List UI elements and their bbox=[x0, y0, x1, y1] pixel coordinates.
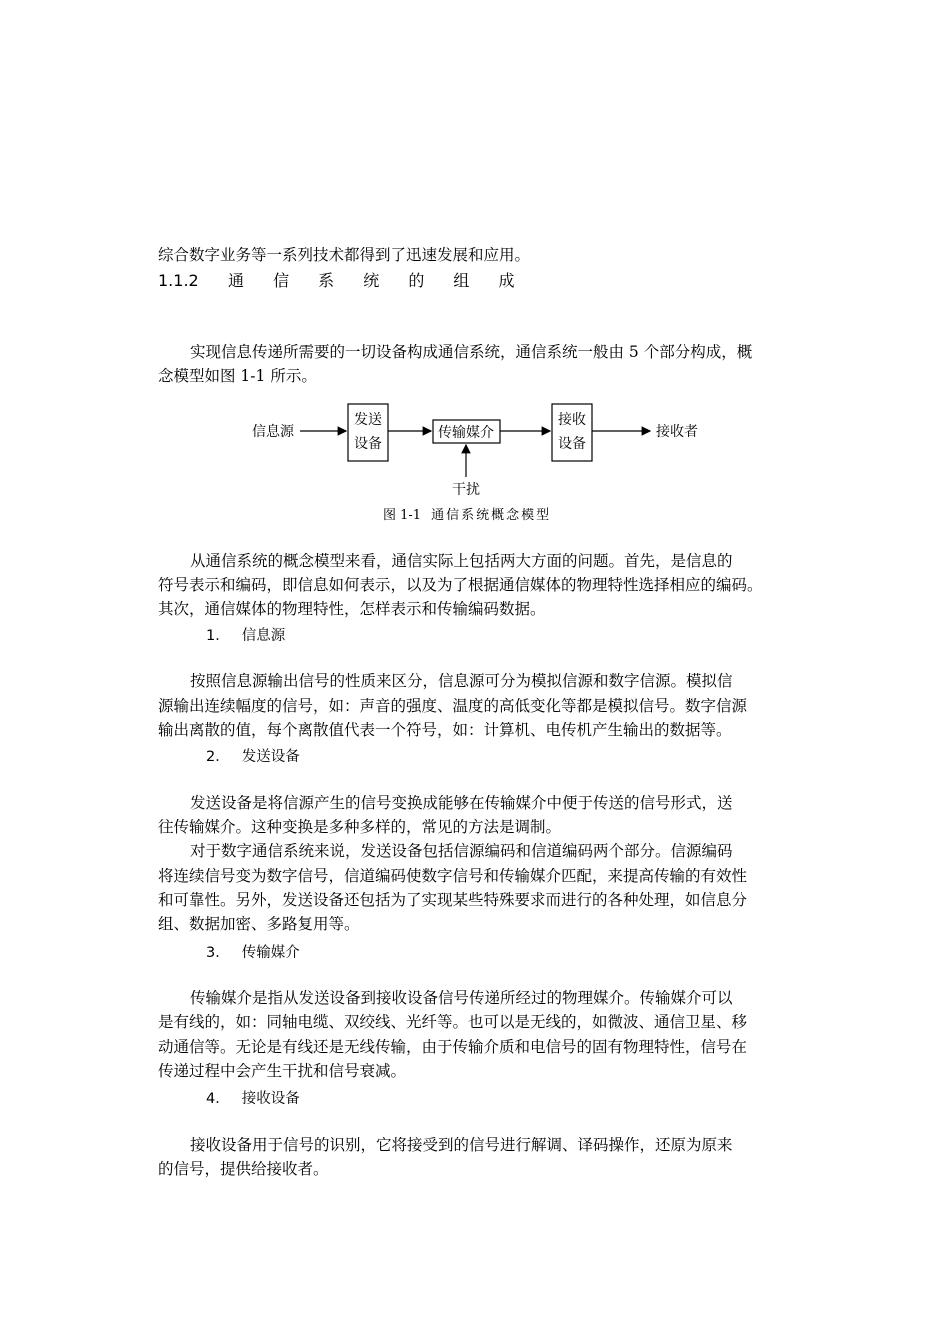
heading-number: 4． bbox=[206, 1091, 230, 1107]
heading-title: 信息源 bbox=[241, 628, 286, 644]
section-heading bbox=[158, 268, 527, 291]
medium-line-2: 是有线的，如：同轴电缆、双绞线、光纤等。也可以是无线的，如微波、通信卫星、移 bbox=[158, 1013, 748, 1031]
section-number: 1.1.2 bbox=[158, 271, 199, 290]
source-line-3: 输出离散的值，每个离散值代表一个符号，如：计算机、电传机产生输出的数据等。 bbox=[158, 721, 732, 739]
source-label: 信息源 bbox=[252, 424, 294, 440]
receiver-line-2: 的信号，提供给接收者。 bbox=[158, 1160, 329, 1178]
sender-label-top: 发送 bbox=[354, 412, 382, 428]
sender-line-5: 和可靠性。另外，发送设备还包括为了实现某些特殊要求而进行的各种处理，如信息分 bbox=[158, 891, 748, 909]
model-line-1: 从通信系统的概念模型来看，通信实际上包括两大方面的问题。首先，是信息的 bbox=[190, 552, 733, 570]
intro-line-2: 念模型如图 1-1 所示。 bbox=[158, 367, 317, 385]
concept-model-diagram bbox=[240, 395, 720, 503]
figure-caption-text: 通信系统概念模型 bbox=[431, 508, 552, 523]
sender-line-6: 组、数据加密、多路复用等。 bbox=[158, 915, 360, 933]
figure-caption bbox=[383, 504, 551, 523]
heading-number: 2． bbox=[206, 749, 230, 765]
noise-label: 干扰 bbox=[452, 482, 480, 498]
heading-title: 发送设备 bbox=[241, 749, 300, 765]
figure-number: 图 1-1 bbox=[383, 508, 422, 523]
medium-line-3: 动通信等。无论是有线还是无线传输，由于传输介质和电信号的固有物理特性，信号在 bbox=[158, 1038, 748, 1056]
source-line-1: 按照信息源输出信号的性质来区分，信息源可分为模拟信源和数字信源。模拟信 bbox=[190, 672, 733, 690]
sender-line-3: 对于数字通信系统来说，发送设备包括信源编码和信道编码两个部分。信源编码 bbox=[190, 842, 733, 860]
heading-source bbox=[206, 624, 285, 645]
sender-line-1: 发送设备是将信源产生的信号变换成能够在传输媒介中便于传送的信号形式，送 bbox=[190, 794, 733, 812]
sender-line-2: 往传输媒介。这种变换是多种多样的，常见的方法是调制。 bbox=[158, 818, 562, 836]
intro-tail: 综合数字业务等一系列技术都得到了迅速发展和应用。 bbox=[158, 246, 531, 264]
model-line-2: 符号表示和编码，即信息如何表示，以及为了根据通信媒体的物理特性选择相应的编码。 bbox=[158, 576, 763, 594]
medium-label: 传输媒介 bbox=[438, 425, 494, 441]
heading-title: 接收设备 bbox=[241, 1091, 300, 1107]
heading-number: 3． bbox=[206, 945, 230, 961]
heading-sender bbox=[206, 745, 300, 766]
heading-number: 1． bbox=[206, 628, 230, 644]
sender-label-bottom: 设备 bbox=[354, 436, 382, 452]
section-title: 通 信 系 统 的 组 成 bbox=[228, 271, 527, 290]
source-line-2: 源输出连续幅度的信号，如：声音的强度、温度的高低变化等都是模拟信号。数字信源 bbox=[158, 697, 748, 715]
sender-line-4: 将连续信号变为数字信号，信道编码使数字信号和传输媒介匹配，来提高传输的有效性 bbox=[158, 867, 748, 885]
receiver-label-bottom: 设备 bbox=[558, 436, 586, 452]
heading-title: 传输媒介 bbox=[241, 945, 300, 961]
receiver-line-1: 接收设备用于信号的识别，它将接受到的信号进行解调、译码操作，还原为原来 bbox=[190, 1136, 733, 1154]
intro-line-1: 实现信息传递所需要的一切设备构成通信系统，通信系统一般由 5 个部分构成，概 bbox=[190, 343, 753, 361]
model-line-3: 其次，通信媒体的物理特性，怎样表示和传输编码数据。 bbox=[158, 600, 546, 618]
receiver-label-top: 接收 bbox=[558, 412, 586, 428]
medium-line-4: 传递过程中会产生干扰和信号衰减。 bbox=[158, 1062, 407, 1080]
sink-label: 接收者 bbox=[656, 424, 698, 440]
heading-medium bbox=[206, 941, 300, 962]
medium-line-1: 传输媒介是指从发送设备到接收设备信号传递所经过的物理媒介。传输媒介可以 bbox=[190, 989, 733, 1007]
heading-receiver bbox=[206, 1087, 300, 1108]
